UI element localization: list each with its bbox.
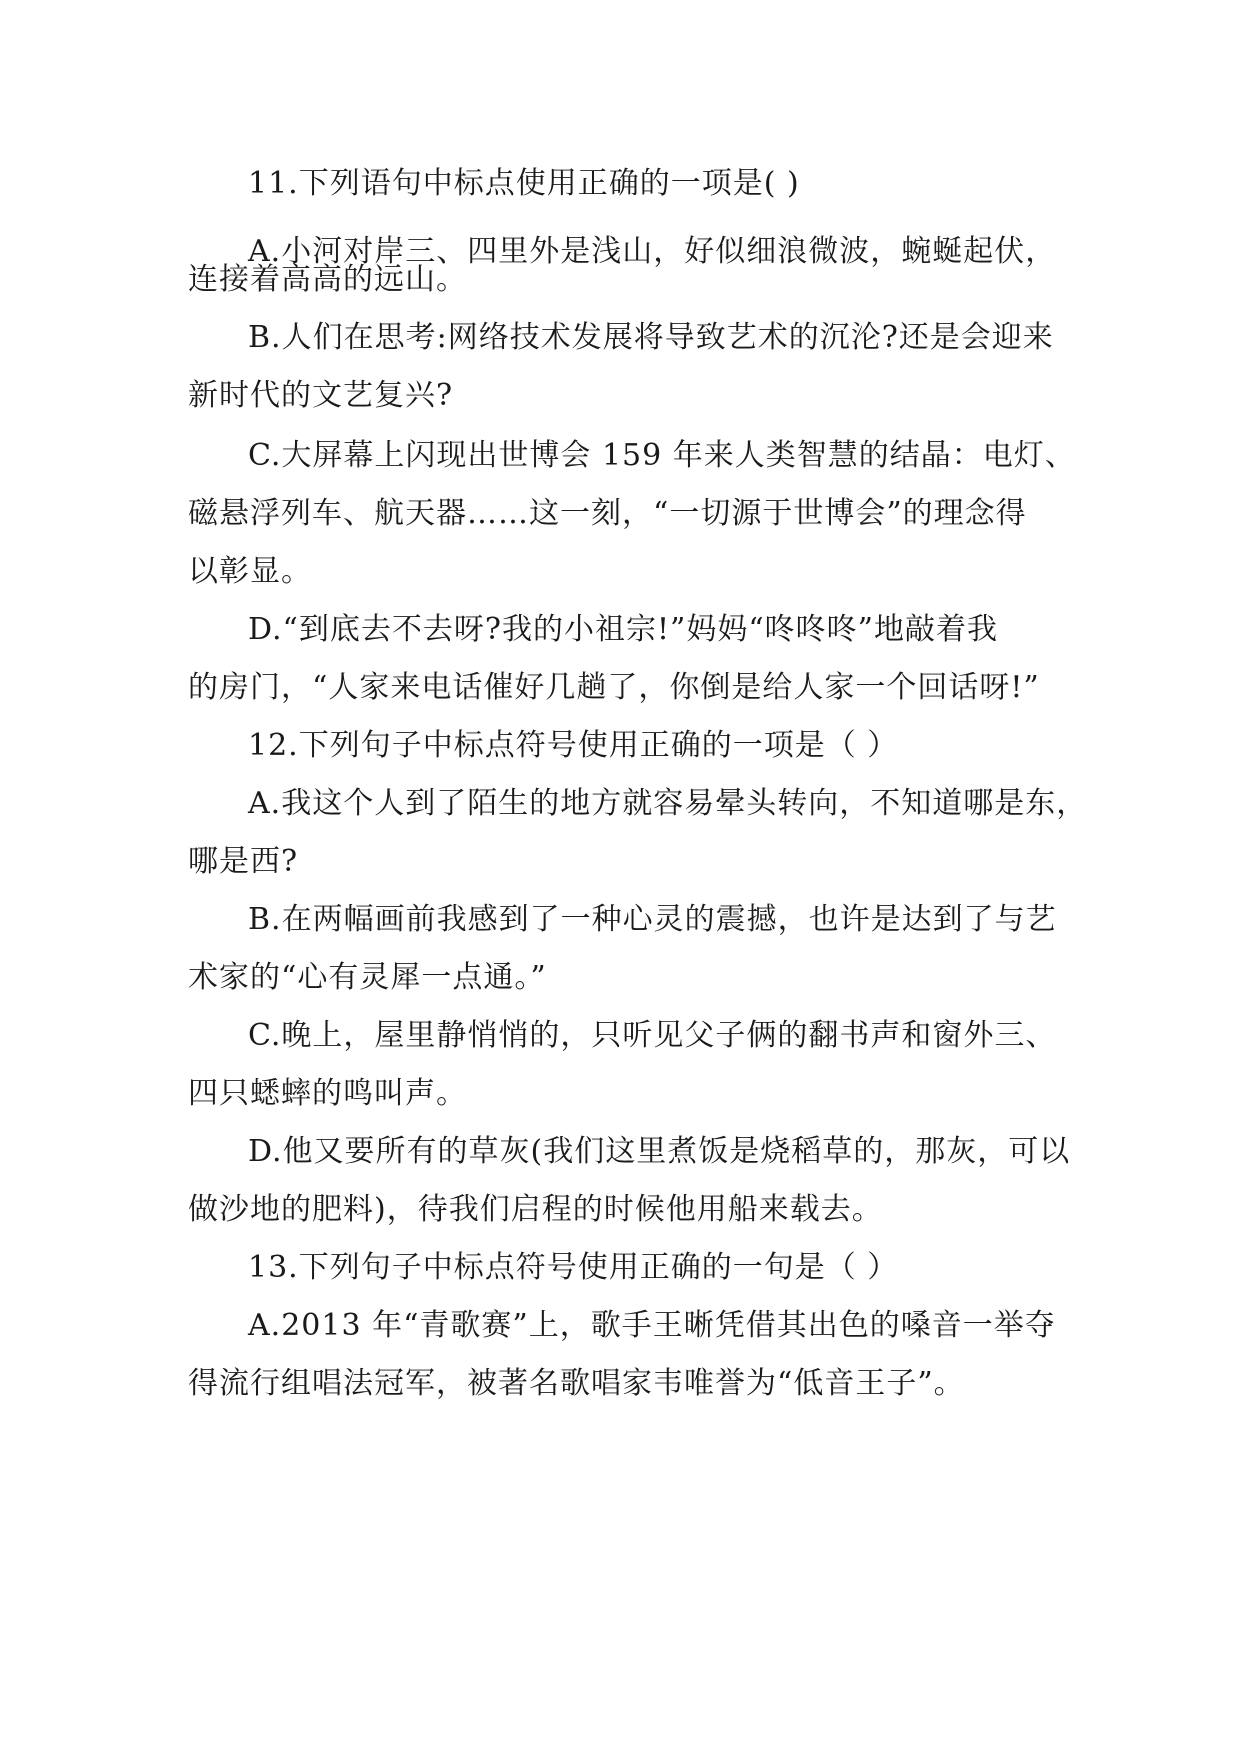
question-11-option-b-cont: 新时代的文艺复兴? <box>188 378 454 413</box>
question-11-option-c-cont-2: 以彰显。 <box>188 554 312 589</box>
question-11-option-a-cont: 连接着高高的远山。 <box>188 262 467 297</box>
question-11-option-c-cont: 磁悬浮列车、航天器……这一刻，“一切源于世博会”的理念得 <box>188 496 1027 531</box>
question-11-stem: 11.下列语句中标点使用正确的一项是( ) <box>248 166 800 201</box>
question-12-option-d: D.他又要所有的草灰(我们这里煮饭是烧稻草的，那灰，可以 <box>248 1134 1071 1169</box>
question-12-option-a-cont: 哪是西? <box>188 844 299 879</box>
question-12-option-b: B.在两幅画前我感到了一种心灵的震撼，也许是达到了与艺 <box>248 902 1057 937</box>
question-11-option-a: A.小河对岸三、四里外是浅山，好似细浪微波，蜿蜒起伏， <box>248 234 1057 269</box>
question-13-option-a-cont: 得流行组唱法冠军，被著名歌唱家韦唯誉为“低音王子”。 <box>188 1366 965 1401</box>
question-12-option-c-cont: 四只蟋蟀的鸣叫声。 <box>188 1076 467 1111</box>
question-12-stem: 12.下列句子中标点符号使用正确的一项是（ ） <box>248 728 899 763</box>
question-11-option-c: C.大屏幕上闪现出世博会 159 年来人类智慧的结晶：电灯、 <box>248 438 1076 473</box>
question-11-option-b: B.人们在思考:网络技术发展将导致艺术的沉沦?还是会迎来 <box>248 320 1054 355</box>
question-12-option-b-cont: 术家的“心有灵犀一点通。” <box>188 960 547 995</box>
question-13-stem: 13.下列句子中标点符号使用正确的一句是（ ） <box>248 1250 899 1285</box>
question-13-option-a: A.2013 年“青歌赛”上，歌手王晰凭借其出色的嗓音一举夺 <box>248 1308 1056 1343</box>
question-12-option-d-cont: 做沙地的肥料)，待我们启程的时候他用船来载去。 <box>188 1192 883 1227</box>
question-11-option-d: D.“到底去不去呀?我的小祖宗!”妈妈“咚咚咚”地敲着我 <box>248 612 999 647</box>
question-11-option-d-cont: 的房门，“人家来电话催好几趟了，你倒是给人家一个回话呀!” <box>188 670 1040 705</box>
question-12-option-c: C.晚上，屋里静悄悄的，只听见父子俩的翻书声和窗外三、 <box>248 1018 1057 1053</box>
question-12-option-a: A.我这个人到了陌生的地方就容易晕头转向，不知道哪是东， <box>248 786 1088 821</box>
